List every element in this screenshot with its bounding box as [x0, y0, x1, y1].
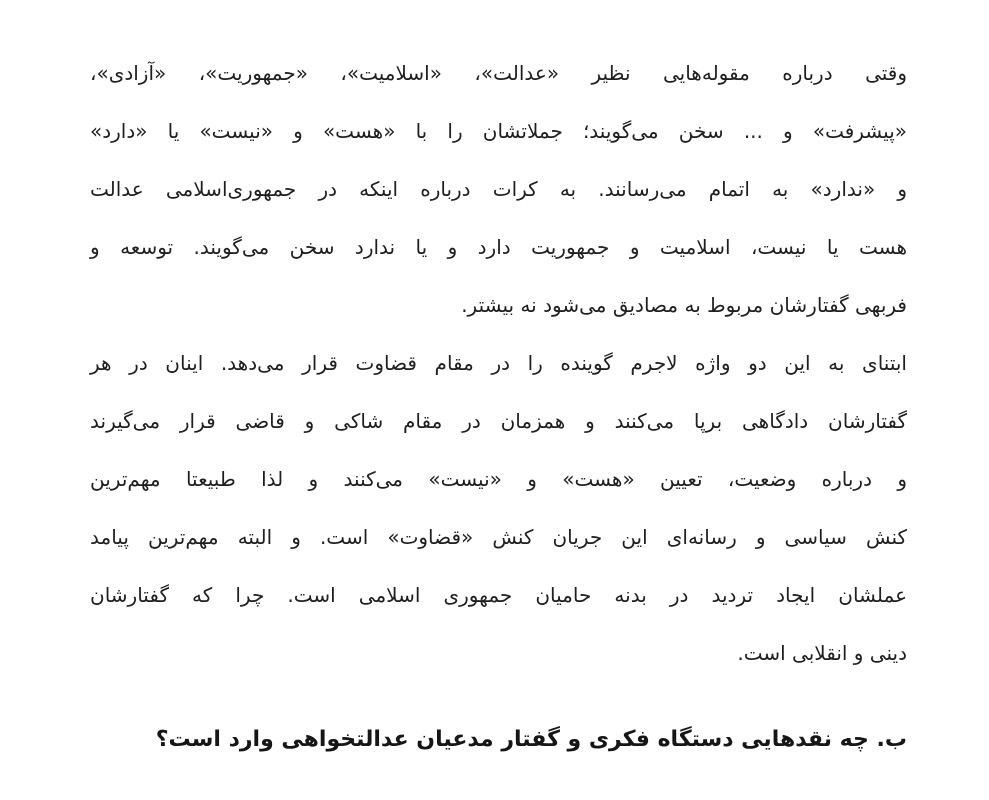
paragraph-2-line-5: عملشان ایجاد تردید در بدنه حامیان جمهوری اسلامی است. چرا که گفتارشان: [90, 583, 907, 607]
paragraph-2-line-2: گفتارشان دادگاهی برپا می‌کنند و همزمان در مقام شاکی و قاضی قرار می‌گیرند: [90, 409, 907, 433]
paragraph-2-line-4: کنش سیاسی و رسانه‌ای این جریان کنش «قضاوت» است. و البته مهم‌ترین پیامد: [90, 525, 907, 549]
paragraph-1-line-4: هست یا نیست، اسلامیت و جمهوریت دارد و یا ندارد سخن می‌گویند. توسعه و: [90, 235, 907, 259]
paragraph-1: [90, 44, 907, 334]
paragraph-1-line-2: «پیشرفت» و ... سخن می‌گویند؛ جملاتشان را با «هست» و «نیست» یا «دارد»: [90, 119, 907, 143]
paragraph-1-line-3: و «ندارد» به اتمام می‌رسانند. به کرات درباره اینکه در جمهوری‌اسلامی عدالت: [90, 177, 907, 201]
paragraph-2: [90, 334, 907, 682]
paragraph-1-line-1: وقتی درباره مقوله‌هایی نظیر «عدالت»، «اسلامیت»، «جمهوریت»، «آزادی»،: [90, 61, 907, 85]
paragraph-1-line-5: فربهی گفتارشان مربوط به مصادیق می‌شود نه بیشتر.: [461, 293, 907, 317]
document-body: [90, 44, 907, 682]
section-heading: ب. چه نقدهایی دستگاه فکری و گفتار مدعیان عدالتخواهی وارد است؟: [155, 727, 907, 752]
paragraph-2-line-6: دینی و انقلابی است.: [737, 641, 907, 665]
paragraph-2-line-1: ابتنای به این دو واژه لاجرم گوینده را در مقام قضاوت قرار می‌دهد. اینان در هر: [90, 351, 907, 375]
paragraph-2-line-3: و درباره وضعیت، تعیین «هست» و «نیست» می‌کنند و لذا طبیعتا مهم‌ترین: [90, 467, 907, 491]
